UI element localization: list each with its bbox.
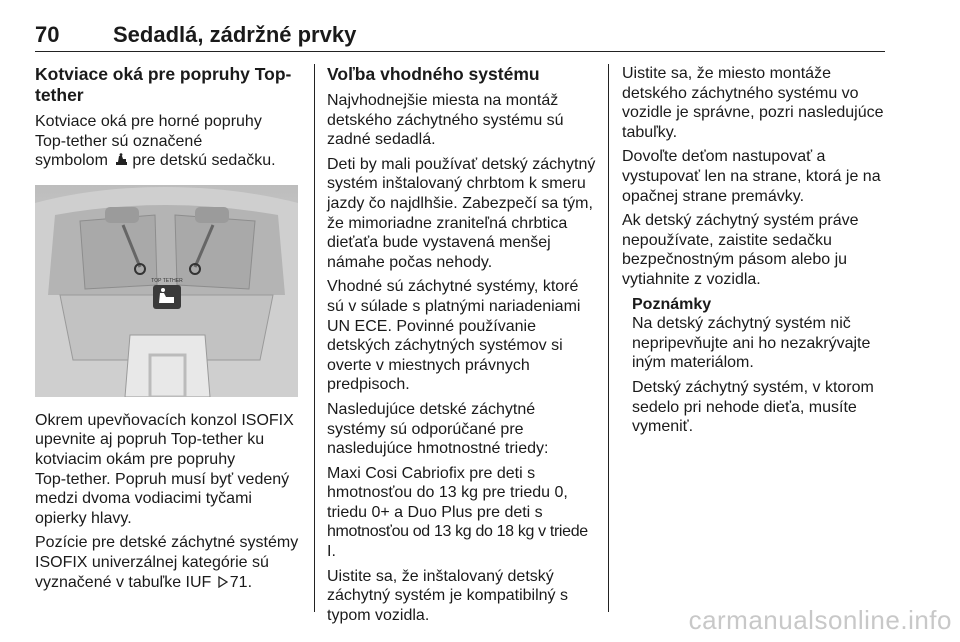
column-3	[622, 64, 890, 442]
child-seat-icon	[115, 153, 129, 166]
col2-paragraph-2: Deti by mali používať detský záchytný systém inštalovaný chrbtom k smeru jazdy čo najdlhšie. Zabezpečí sa tým, že mimoriadne zraniteľná chrbtica dieťaťa bude vystavená menšej námahe počas nehody.	[327, 155, 596, 271]
header-rule	[35, 51, 885, 52]
col2-paragraph-4: Nasledujúce detské záchytné systémy sú odporúčané pre nasledujúce hmotnostné triedy:	[327, 400, 549, 458]
column-divider-2	[608, 64, 609, 612]
note-2: Detský záchytný systém, v ktorom sedelo pri nehode dieťa, musíte vymeniť.	[632, 378, 874, 436]
col2-paragraph-1: Najvhodnejšie miesta na montáž detského záchytného systému sú zadné sedadlá.	[327, 92, 564, 149]
column-2	[327, 64, 595, 630]
trunk-illustration	[35, 185, 298, 397]
notes-block	[632, 295, 890, 437]
page-ref-number[interactable]: 71.	[229, 573, 253, 591]
isofix-paragraph: Okrem upevňovacích konzol ISOFIX upevnite aj popruh Top-tether ku kotviacim okám pre popruhy Top-tether. Popruh musí byť vedený medzi dvoma vodiacimi tyčami opierky hlavy.	[35, 411, 294, 527]
col3-paragraph-1: Uistite sa, že miesto montáže detského záchytného systému vo vozidle je správne, pozri nasledujúce tabuľky.	[622, 65, 884, 141]
page-number: 70	[35, 22, 60, 47]
col2-paragraph-5: Maxi Cosi Cabriofix pre deti s hmotnosťou do 13 kg pre triedu 0, triedu 0+ a Duo Plus pre deti s hmotnosťou od 13 kg do 18 kg v triede I.	[327, 464, 588, 561]
column-1	[35, 64, 303, 597]
watermark: carmanualsonline.info	[688, 605, 952, 635]
section-heading-system-choice: Voľba vhodného systému	[327, 64, 540, 84]
iuf-reference-paragraph: Pozície pre detské záchytné systémy ISOFIX univerzálnej kategórie sú vyznačené v tabuľke IUF 71.	[35, 534, 299, 591]
note-1: Na detský záchytný systém nič nepripevňujte ani ho nezakrývajte iným materiálom.	[632, 315, 871, 372]
column-divider-1	[314, 64, 315, 612]
figure-label: TOP TETHER	[151, 277, 183, 284]
page-title: Sedadlá, zádržné prvky	[113, 22, 357, 47]
section-heading-top-tether: Kotviace oká pre popruhy Top- tether	[35, 64, 292, 105]
notes-title: Poznámky	[632, 295, 712, 313]
col3-paragraph-2: Dovoľte deťom nastupovať a vystupovať len na strane, ktorá je na opačnej strane premávky.	[622, 148, 881, 205]
col3-paragraph-3: Ak detský záchytný systém práve nepoužívate, zaistite sedačku bezpečnostným pásom alebo ju vytiahnite z vozidla.	[622, 212, 859, 288]
col2-paragraph-6: Uistite sa, že inštalovaný detský záchytný systém je kompatibilný s typom vozidla.	[327, 567, 568, 624]
page-ref-arrow-icon	[218, 576, 228, 588]
page-header	[35, 22, 885, 52]
intro-paragraph: Kotviace oká pre horné popruhy Top-tether sú označené symbolom pre detskú sedačku.	[35, 113, 276, 170]
trunk-figure	[35, 185, 298, 397]
col2-paragraph-3: Vhodné sú záchytné systémy, ktoré sú v súlade s platnými nariadeniami UN ECE. Povinné používanie detských záchytných systémov si overte v miestnych právnych predpisoch.	[327, 278, 581, 394]
